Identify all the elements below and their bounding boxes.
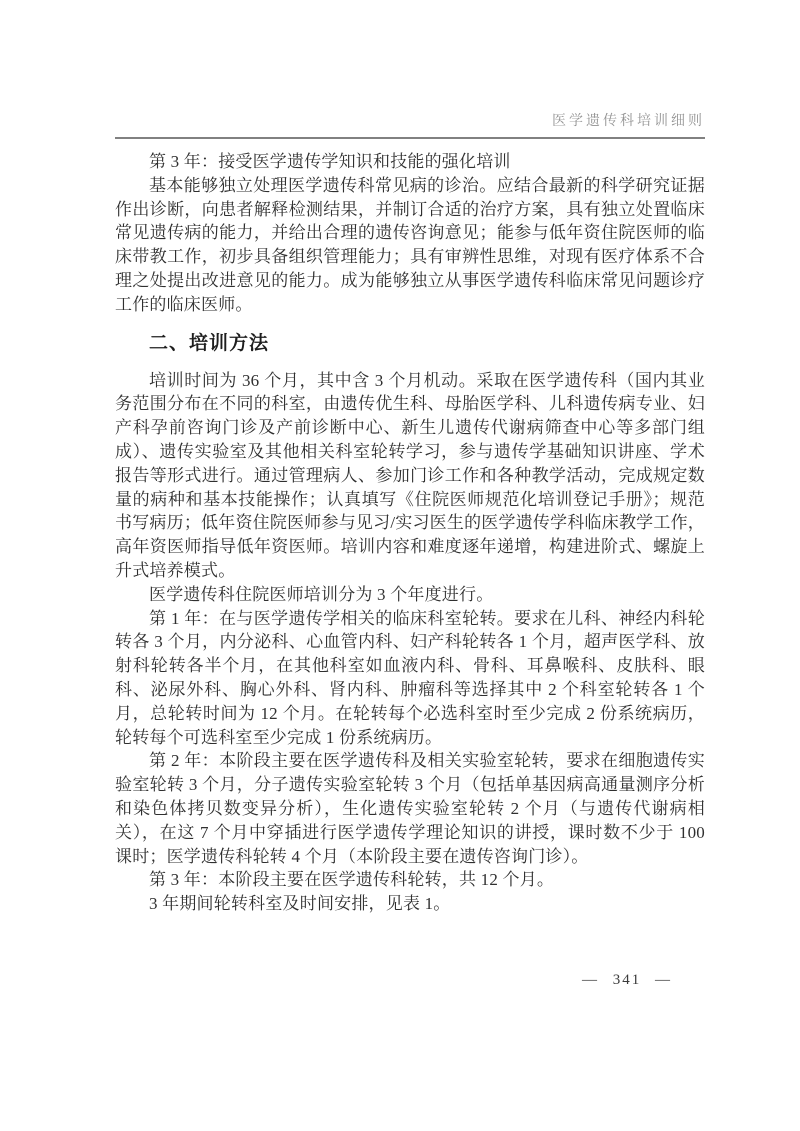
- header-rule-divider: [115, 137, 705, 139]
- section-heading-training-methods: 二、培训方法: [149, 332, 270, 354]
- paragraph-year2-lab-rotations: 第 2 年：本阶段主要在医学遗传科及相关实验室轮转，要求在细胞遗传实验室轮转 3 个月，分子遗传实验室轮转 3 个月（包括单基因病高通量测序分析和染色体拷贝数变异分析），生化遗传实验室轮转 2 个月（与遗传代谢病相关），在这 7 个月中穿插进行医学遗传学理论知识的讲授，课时数不少于 100 课时；医学遗传科轮转 4 个月（本阶段主要在遗传咨询门诊）。: [115, 751, 705, 866]
- body-text: [115, 150, 705, 916]
- paragraph-schedule-see-table1: 3 年期间轮转科室及时间安排，见表 1。: [149, 894, 451, 914]
- paragraph-year1-rotations: 第 1 年：在与医学遗传学相关的临床科室轮转。要求在儿科、神经内科轮转各 3 个月，内分泌科、心血管内科、妇产科轮转各 1 个月，超声医学科、放射科轮转各半个月，在其他科室如血液内科、骨科、耳鼻喉科、皮肤科、眼科、泌尿外科、胸心外科、肾内科、肿瘤科等选择其中 2 个科室轮转各 1 个月，总轮转时间为 12 个月。在轮转每个必选科室时至少完成 2 份系统病历，轮转每个可选科室至少完成 1 份系统病历。: [115, 608, 705, 747]
- page-content: [115, 0, 705, 916]
- paragraph-year3-rotation: 第 3 年：本阶段主要在医学遗传科轮转，共 12 个月。: [149, 870, 555, 890]
- paragraph-year3-strengthening-intro: 第 3 年：接受医学遗传学知识和技能的强化培训: [149, 152, 511, 171]
- paragraph-independent-practice-goals: 基本能够独立处理医学遗传科常见病的诊治。应结合最新的科学研究证据作出诊断，向患者解释检测结果，并制订合适的治疗方案，具有独立处置临床常见遗传病的能力，并给出合理的遗传咨询意见；能参与低年资住院医师的临床带教工作，初步具备组织管理能力；具有审辨性思维，对现有医疗体系不合理之处提出改进意见的能力。成为能够独立从事医学遗传科临床常见问题诊疗工作的临床医师。: [115, 175, 705, 314]
- paragraph-three-year-split: 医学遗传科住院医师培训分为 3 个年度进行。: [149, 584, 494, 604]
- paragraph-training-duration-overview: 培训时间为 36 个月，其中含 3 个月机动。采取在医学遗传科（国内其业务范围分布在不同的科室，由遗传优生科、母胎医学科、儿科遗传病专业、妇产科孕前咨询门诊及产前诊断中心、新生儿遗传代谢病筛查中心等多部门组成）、遗传实验室及其他相关科室轮转学习，参与遗传学基础知识讲座、学术报告等形式进行。通过管理病人、参加门诊工作和各种教学活动，完成规定数量的病种和基本技能操作；认真填写《住院医师规范化培训登记手册》；规范书写病历；低年资住院医师参与见习/实习医生的医学遗传学科临床教学工作，高年资医师指导低年资医师。培训内容和难度逐年递增，构建进阶式、螺旋上升式培养模式。: [115, 370, 705, 580]
- page-number: — 341 —: [582, 972, 672, 988]
- running-header-title: 医学遗传科培训细则: [552, 114, 705, 129]
